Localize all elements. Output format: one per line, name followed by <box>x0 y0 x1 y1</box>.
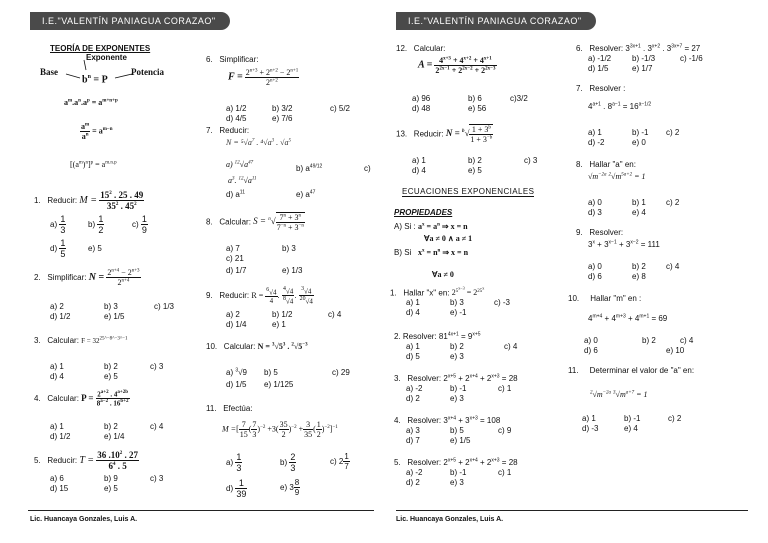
question-number: 1. <box>34 195 41 205</box>
answer-7e: e) $a^{47}$ <box>296 189 316 199</box>
section-title: ECUACIONES EXPONENCIALES <box>402 187 535 196</box>
answer-e1e: e) -1 <box>450 308 467 317</box>
answer-option: a) <box>226 160 233 169</box>
answer-10a: a) $^3$√9 <box>226 367 247 377</box>
question-label: Resolver: 2 <box>407 374 448 383</box>
question-6 <box>206 55 258 64</box>
answer-r6d: d) 1/5 <box>588 64 609 73</box>
law-product: $a^m.a^n.a^p = a^{m+n+p}$ <box>64 98 118 107</box>
answer-e3d: d) 2 <box>406 394 420 403</box>
answer-e5a: a) -2 <box>406 468 423 477</box>
answer-8e: e) 1/3 <box>282 266 303 275</box>
answer-8c: c) 21 <box>226 254 244 263</box>
equation-q6: 6. Resolver: $3^{3x+1}$ . $3^{x+2}$ . $3^{3x+7} = 27$ <box>576 43 701 53</box>
question-11 <box>206 404 253 413</box>
answer-9d: d) 1/4 <box>226 320 247 329</box>
answer-8d: d) 1/7 <box>226 266 247 275</box>
answer-e5e: e) 3 <box>450 478 464 487</box>
answer-e4d: d) 7 <box>406 436 420 445</box>
answer-7-extra: $a^3$. $^{12}√a^{11}$ <box>228 176 257 185</box>
question-number: 13. <box>396 129 408 139</box>
answer-r7d: d) -2 <box>588 138 605 147</box>
answer-e5c: c) 1 <box>498 468 512 477</box>
answer-r11c: c) 2 <box>668 414 682 423</box>
answer-1d: d) $\frac{1}{5}$ <box>50 238 66 260</box>
answer-r8a: a) 0 <box>588 198 602 207</box>
page-header: I.E."VALENTÍN PANIAGUA CORAZAO" <box>30 12 230 30</box>
answer-r10a: a) 0 <box>584 336 598 345</box>
question-number: 7. <box>206 126 213 135</box>
answer-r10c: c) 4 <box>680 336 694 345</box>
property-a-cond: ∀a ≠ 0 ∧ a ≠ 1 <box>424 234 473 243</box>
equation-12: A = $\frac{4^{x+3} + 4^{x+2} + 4^{x+1}}{2^{2x-1} + 2^{2x-2} + 2^{2x-3}}$ <box>418 56 496 76</box>
answer-r11a: a) 1 <box>582 414 596 423</box>
potencia-label: Potencia <box>131 67 164 77</box>
question-label: Reducir: <box>219 126 250 135</box>
answer-e4c: c) 9 <box>498 426 512 435</box>
answer-r7b: b) -1 <box>632 128 649 137</box>
question-label: Simplificar: <box>219 55 259 64</box>
answer-e2c: c) 4 <box>504 342 518 351</box>
answer-r7c: c) 2 <box>666 128 680 137</box>
question-label: Calcular: <box>47 336 79 345</box>
question-5: 5. Reducir: T = $\frac{36 .10^2 . 27}{6^4 . 5}$ <box>34 450 138 472</box>
question-label: Resolver : <box>589 84 626 93</box>
answer-r7e: e) 0 <box>632 138 646 147</box>
answer-r9a: a) 0 <box>588 262 602 271</box>
answer-10c: c) 29 <box>332 368 350 377</box>
answer-5a: a) 6 <box>50 474 64 483</box>
question-number: 6. <box>206 55 213 64</box>
property-b: B) Si $x^x = n^n$ ⇒ x = n <box>394 248 469 257</box>
answer-9c: c) 4 <box>328 310 342 319</box>
answer-9a: a) 2 <box>226 310 240 319</box>
question-label: Reducir: <box>413 129 444 139</box>
equation-7: $N = ^5√a^7$ . $^4√a^3$ . $√a^5$ <box>226 138 291 147</box>
equation-q8 <box>576 160 636 169</box>
question-13: 13. Reducir: N = $^b$√ $\frac{1 + 3^b}{1 + 3^{-b}}$ <box>396 125 493 145</box>
question-4: 4. Calcular: P = $\frac{2^{a+2} . 4^{a+2b}}{8^{a-2} . 16^{b+2}}$ <box>34 390 129 408</box>
question-label: Hallar "x" en: <box>403 288 450 298</box>
question-label: Resolver: <box>589 228 624 237</box>
answer-13b: b) 2 <box>468 156 482 165</box>
answer-8b: b) 3 <box>282 244 296 253</box>
equation-6: F = $\frac{2^{n+3} + 2^{n+2} - 2^{n+1}}{2^{n+2}}$ <box>228 68 299 88</box>
equation-q8-body: $√m^{-2a}$ $^2√m^{5a+2} = 1$ <box>588 172 646 181</box>
answer-6c: c) 5/2 <box>330 104 351 113</box>
question-7 <box>206 126 249 135</box>
question-10: 10. Calcular: $N = ^3√5^3$ . $^2√5^{-3}$ <box>206 342 308 351</box>
answer-option: d) <box>226 190 234 199</box>
equation-q5: 5. Resolver: $2^{x+5} + 2^{x+4} + 2^{x+3} = 28$ <box>394 457 518 467</box>
answer-e1c: c) -3 <box>494 298 510 307</box>
question-1: 1. Reducir: M = $\frac{15^2 . 25 . 49}{35^2 . 45^2}$ <box>34 190 144 212</box>
answer-8a: a) 7 <box>226 244 240 253</box>
answer-r6e: e) 1/7 <box>632 64 653 73</box>
property-label: B) Si <box>394 248 412 257</box>
equation-q4: 4. Resolver: $3^{x+4} + 3^{x+3} = 108$ <box>394 415 501 425</box>
answer-r8c: c) 2 <box>666 198 680 207</box>
equation-q2: 2. Resolver: $81^{4x+1} = 9^{x+5}$ <box>394 331 481 341</box>
answer-7d: d) $a^{11}$ <box>226 189 245 199</box>
answer-e2b: b) 2 <box>450 342 464 351</box>
answer-e4e: e) 1/5 <box>450 436 471 445</box>
question-number: 5. <box>34 455 41 465</box>
question-number: 3. <box>34 336 41 345</box>
answer-r8d: d) 3 <box>588 208 602 217</box>
power-base: b <box>82 74 88 86</box>
answer-10b: b) 5 <box>264 368 278 377</box>
answer-e1a: a) 1 <box>406 298 420 307</box>
question-number: 12. <box>396 44 408 53</box>
answer-4a: a) 1 <box>50 422 64 431</box>
answer-e5b: b) -1 <box>450 468 467 477</box>
answer-13e: e) 5 <box>468 166 482 175</box>
answer-13a: a) 1 <box>412 156 426 165</box>
answer-3b: b) 2 <box>104 362 118 371</box>
property-a: A) Si : $a^x = a^n$ ⇒ x = n <box>394 222 468 231</box>
answer-4e: e) 1/4 <box>104 432 125 441</box>
question-number: 5. <box>394 458 401 467</box>
answer-r9b: b) 2 <box>632 262 646 271</box>
answer-option: b) <box>296 164 304 173</box>
question-number: 4. <box>34 393 41 403</box>
answer-3c: c) 3 <box>150 362 164 371</box>
answer-6e: e) 7/6 <box>272 114 293 123</box>
answer-1c: c) $\frac{1}{9}$ <box>132 214 147 236</box>
answer-e2a: a) 1 <box>406 342 420 351</box>
question-number: 4. <box>394 416 401 425</box>
equation-q10 <box>568 294 641 303</box>
answer-r10b: b) 2 <box>642 336 656 345</box>
answer-4d: d) 1/2 <box>50 432 71 441</box>
propiedades-title: PROPIEDADES <box>394 208 453 217</box>
question-number: 3. <box>394 374 401 383</box>
answer-option: e) a <box>296 190 310 199</box>
property-label: A) Si : <box>394 222 416 231</box>
question-label: Efectúa: <box>223 404 253 413</box>
equation-q10-body: $4^{m+4} + 4^{m+3} + 4^{m+1} = 69$ <box>588 313 668 323</box>
equation-q9 <box>576 228 623 237</box>
answer-3a: a) 1 <box>50 362 64 371</box>
answer-10d: d) 1/5 <box>226 380 247 389</box>
answer-2c: c) 1/3 <box>154 302 175 311</box>
answer-r11b: b) -1 <box>624 414 641 423</box>
answer-r8b: b) 1 <box>632 198 646 207</box>
equation-q1: 1. Hallar "x" en: $2^{5^{x-3}} = 2^{25^x}$ <box>390 285 485 298</box>
answer-11a: a) $\frac{1}{3}$ <box>226 452 242 474</box>
answer-r11e: e) 4 <box>624 424 638 433</box>
equation-q7-body: $4^{a+1}$ . $8^{a-1} = 16^{a-1/2}$ <box>588 101 652 111</box>
question-number: 9. <box>576 228 583 237</box>
law-division: $\frac{a^m}{a^n}$ = $a^{m-n}$ <box>81 122 113 142</box>
answer-5b: b) 9 <box>104 474 118 483</box>
answer-4c: c) 4 <box>150 422 164 431</box>
answer-e4b: b) 5 <box>450 426 464 435</box>
answer-1e: e) 5 <box>88 244 102 253</box>
answer-r6a: a) -1/2 <box>588 54 612 63</box>
answer-3e: e) 5 <box>104 372 118 381</box>
answer-2d: d) 1/2 <box>50 312 71 321</box>
question-label: Reducir: <box>47 455 78 465</box>
equation-q11-body: $^2√m^{-2a}$ $^3√m^{a+7} = 1$ <box>590 390 648 399</box>
question-number: 8. <box>206 217 213 227</box>
question-label: Resolver: 3 <box>407 416 448 425</box>
question-number: 10. <box>568 294 580 303</box>
answer-13d: d) 4 <box>412 166 426 175</box>
question-label: Simplificar: <box>47 272 87 282</box>
answer-e3e: e) 3 <box>450 394 464 403</box>
question-label: Calcular: <box>413 44 446 53</box>
question-number: 8. <box>576 160 583 169</box>
property-b-cond: ∀a ≠ 0 <box>432 270 454 279</box>
equation-11: M =[ $\frac{7}{15}$ ( $\frac{7}{3}$ )$^{-2}$ +3( $\frac{35}{2}$ )$^{-2}$ + $\frac{3}{35}$ ( $\frac{1}{2}$ )$^{-2}$]$^{-1}$ <box>222 420 338 440</box>
equation-q7 <box>576 84 625 93</box>
answer-5e: e) 5 <box>104 484 118 493</box>
question-label: Calcular: <box>47 393 79 403</box>
answer-11b: b) $\frac{2}{3}$ <box>280 452 296 474</box>
answer-e1d: d) 4 <box>406 308 420 317</box>
answer-option: a) <box>226 368 234 377</box>
answer-9b: b) 1/2 <box>272 310 293 319</box>
exponente-label: Exponente <box>86 53 127 62</box>
equation-q11 <box>568 366 694 375</box>
footer-divider <box>28 510 374 511</box>
question-number: 2. <box>394 332 401 341</box>
question-number: 10. <box>206 342 218 351</box>
answer-5d: d) 15 <box>50 484 69 493</box>
base-label: Base <box>40 67 58 77</box>
question-label: Hallar "m" en : <box>590 294 642 303</box>
equation-q3: 3. Resolver: $2^{x+5} + 2^{x+4} + 2^{x+3} = 28$ <box>394 373 518 383</box>
theory-title: TEORÍA DE EXPONENTES <box>50 44 151 53</box>
question-label: Reducir: <box>219 290 250 300</box>
answer-13c: c) 3 <box>524 156 538 165</box>
power-equation <box>82 74 108 86</box>
right-page <box>384 0 768 543</box>
answer-r6b: b) -1/3 <box>632 54 656 63</box>
question-number: 1. <box>390 288 397 298</box>
answer-r9d: d) 6 <box>588 272 602 281</box>
page-header: I.E."VALENTÍN PANIAGUA CORAZAO" <box>396 12 596 30</box>
answer-e2d: d) 5 <box>406 352 420 361</box>
answer-1a: a) $\frac{1}{3}$ <box>50 214 66 236</box>
question-number: 2. <box>34 272 41 282</box>
question-label: Determinar el valor de "a" en: <box>589 366 695 375</box>
answer-12e: e) 56 <box>468 104 487 113</box>
answer-r9c: c) 4 <box>666 262 680 271</box>
answer-2b: b) 3 <box>104 302 118 311</box>
answer-e5d: d) 2 <box>406 478 420 487</box>
answer-r6c: c) -1/6 <box>680 54 703 63</box>
answer-9e: e) 1 <box>272 320 286 329</box>
answer-4b: b) 2 <box>104 422 118 431</box>
answer-12c: c)3/2 <box>510 94 528 103</box>
answer-2e: e) 1/5 <box>104 312 125 321</box>
question-number: 9. <box>206 290 213 300</box>
answer-e2e: e) 3 <box>450 352 464 361</box>
power-diagram <box>40 58 180 88</box>
answer-12a: a) 96 <box>412 94 431 103</box>
answer-r10d: d) 6 <box>584 346 598 355</box>
question-label: Resolver: 3 <box>589 44 630 53</box>
equation-q9-body: $3^x + 3^{x-1} + 3^{x-2} = 111$ <box>588 239 660 249</box>
law-power: $[(a^m)^n]^p = a^{m.n.p}$ <box>70 160 117 169</box>
answer-6b: b) 3/2 <box>272 104 293 113</box>
answer-r7a: a) 1 <box>588 128 602 137</box>
question-label: Reducir: <box>47 195 78 205</box>
question-2: 2. Simplificar: N = $\frac{2^{n+4} - 2^{n+3}}{2^{n+4}}$ <box>34 268 140 288</box>
question-label: Resolver: 2 <box>407 458 448 467</box>
answer-7c: c) <box>364 164 371 173</box>
footer-author: Lic. Huancaya Gonzales, Luis A. <box>396 516 504 523</box>
answer-e1b: b) 3 <box>450 298 464 307</box>
question-number: 11. <box>206 404 217 413</box>
question-number: 7. <box>576 84 583 93</box>
answer-r8e: e) 4 <box>632 208 646 217</box>
question-label: Calcular: <box>223 342 256 351</box>
question-number: 11. <box>568 366 579 375</box>
answer-5c: c) 3 <box>150 474 164 483</box>
question-number: 6. <box>576 44 583 53</box>
question-label: Hallar "a" en: <box>589 160 636 169</box>
power-exponent: n <box>87 74 91 80</box>
answer-12d: d) 48 <box>412 104 431 113</box>
question-8: 8. Calcular: S = $^n$√ $\frac{7^n + 3^n}{7^{-n} + 3^{-n}}$ <box>206 213 304 233</box>
answer-11d: d) $\frac{1}{39}$ <box>226 478 247 500</box>
answer-7a: a) $^{12}√a^{47}$ <box>226 160 254 169</box>
question-9: 9. Reducir: R = $\frac{^6√4}{4}$ . $\frac{^4√4}{^8√4}$ . $\frac{^3√4}{^{20}√4}$ <box>206 286 313 306</box>
answer-7b: b) $a^{49/12}$ <box>296 163 323 173</box>
answer-r11d: d) -3 <box>582 424 599 433</box>
answer-6d: d) 4/5 <box>226 114 247 123</box>
question-12 <box>396 44 445 53</box>
answer-e3b: b) -1 <box>450 384 467 393</box>
answer-11e: e) 3 $\frac{8}{9}$ <box>280 478 300 498</box>
answer-e4a: a) 3 <box>406 426 420 435</box>
power-result: = P <box>93 74 108 86</box>
footer-divider <box>396 510 748 511</box>
answer-6a: a) 1/2 <box>226 104 247 113</box>
question-3: 3. Calcular: $F = 32^{25\^{}-8\^{}-3\^{}-1}$ <box>34 336 128 345</box>
question-label: Resolver: 81 <box>402 332 448 341</box>
answer-2a: a) 2 <box>50 302 64 311</box>
answer-e3c: c) 1 <box>498 384 512 393</box>
answer-3d: d) 4 <box>50 372 64 381</box>
answer-1b: b) $\frac{1}{2}$ <box>88 214 104 236</box>
answer-11c: c) 2 $\frac{1}{7}$ <box>330 452 349 472</box>
answer-e3a: a) -2 <box>406 384 423 393</box>
answer-12b: b) 6 <box>468 94 482 103</box>
footer-author: Lic. Huancaya Gonzales, Luis A. <box>30 516 138 523</box>
answer-r10e: e) 10 <box>666 346 685 355</box>
answer-r9e: e) 8 <box>632 272 646 281</box>
question-label: Calcular: <box>219 217 251 227</box>
answer-10e: e) 1/125 <box>264 380 294 389</box>
